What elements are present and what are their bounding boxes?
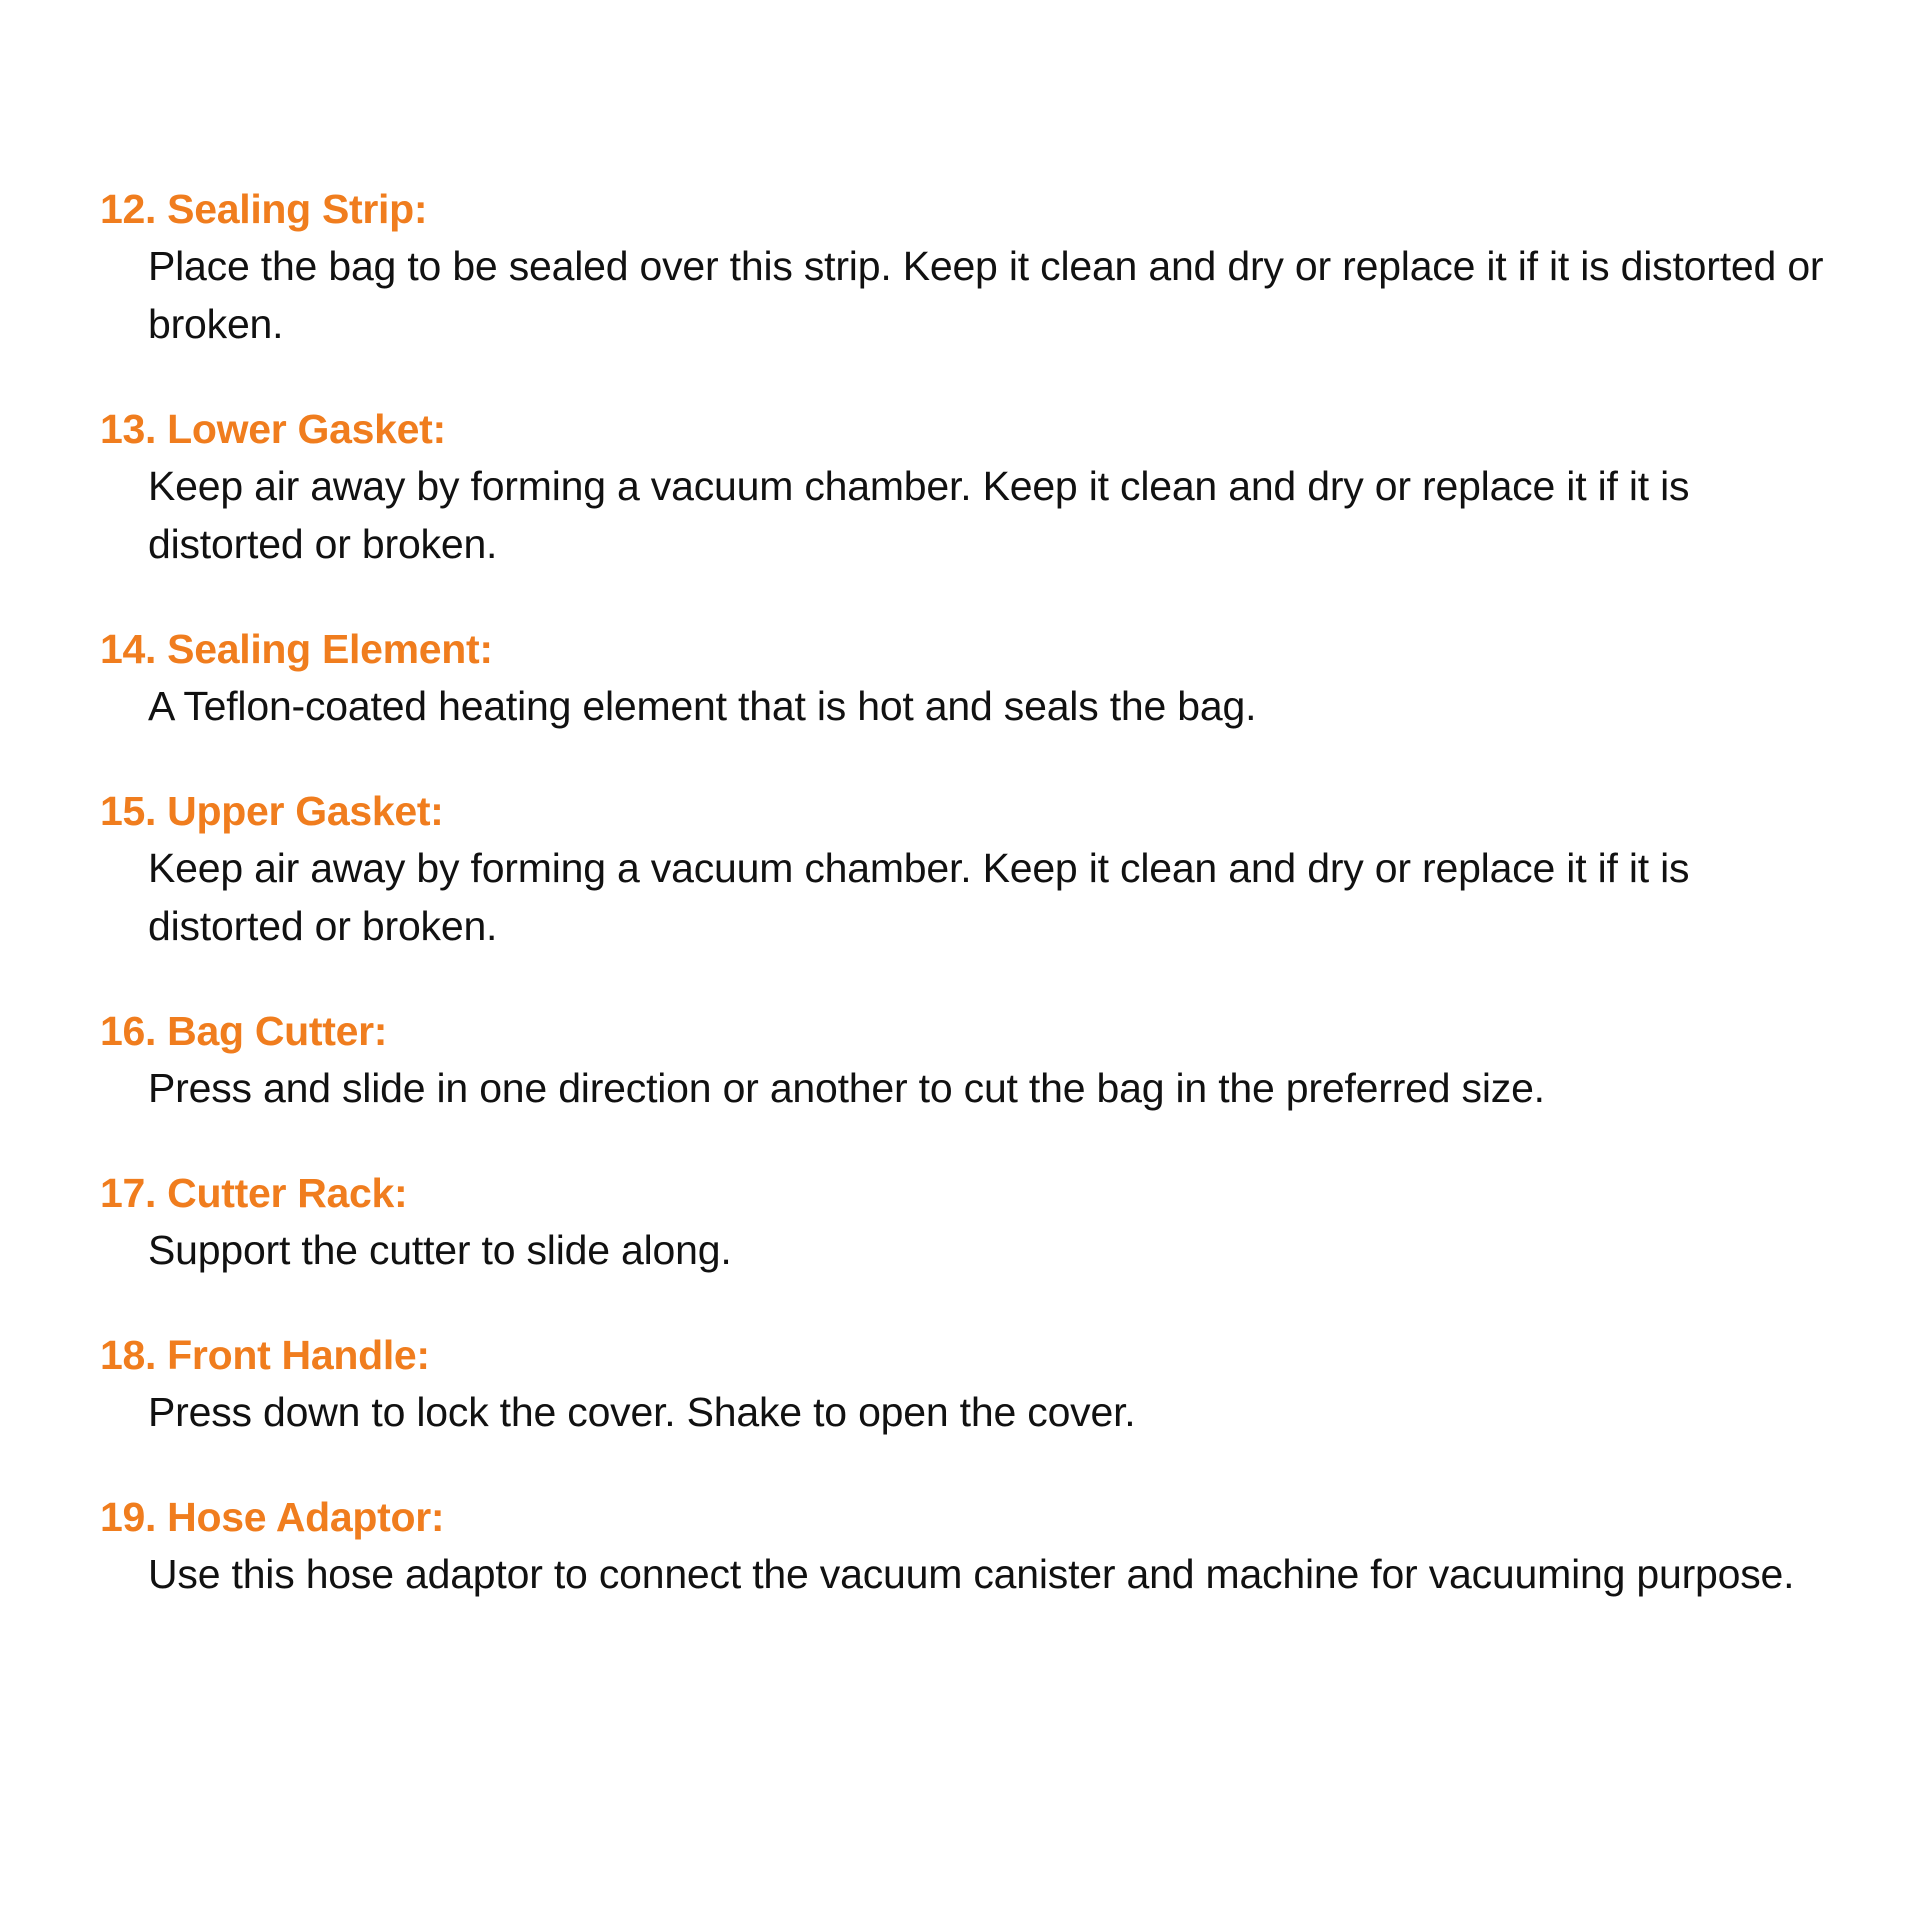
part-title: 12. Sealing Strip: <box>100 186 428 232</box>
part-item-lower-gasket <box>100 403 1840 573</box>
part-title: 13. Lower Gasket: <box>100 406 446 452</box>
part-title: 14. Sealing Element: <box>100 626 493 672</box>
part-description: Support the cutter to slide along. <box>148 1227 732 1273</box>
part-item-sealing-strip <box>100 183 1840 353</box>
parts-list <box>100 183 1840 1653</box>
part-title: 18. Front Handle: <box>100 1332 430 1378</box>
part-description: Press and slide in one direction or another to cut the bag in the preferred size. <box>148 1065 1545 1111</box>
part-title: 15. Upper Gasket: <box>100 788 444 834</box>
part-description: A Teflon-coated heating element that is hot and seals the bag. <box>148 683 1257 729</box>
part-item-front-handle <box>100 1329 1840 1441</box>
part-item-sealing-element <box>100 623 1840 735</box>
part-title: 19. Hose Adaptor: <box>100 1494 445 1540</box>
part-item-cutter-rack <box>100 1167 1840 1279</box>
part-item-upper-gasket <box>100 785 1840 955</box>
part-description: Keep air away by forming a vacuum chamber. Keep it clean and dry or replace it if it is distorted or broken. <box>148 463 1690 567</box>
part-title: 16. Bag Cutter: <box>100 1008 388 1054</box>
part-description: Press down to lock the cover. Shake to open the cover. <box>148 1389 1136 1435</box>
part-description: Keep air away by forming a vacuum chamber. Keep it clean and dry or replace it if it is distorted or broken. <box>148 845 1690 949</box>
part-title: 17. Cutter Rack: <box>100 1170 408 1216</box>
part-item-bag-cutter <box>100 1005 1840 1117</box>
part-description: Use this hose adaptor to connect the vacuum canister and machine for vacuuming purpose. <box>148 1551 1795 1597</box>
part-description: Place the bag to be sealed over this strip. Keep it clean and dry or replace it if it is distorted or broken. <box>148 243 1824 347</box>
part-item-hose-adaptor <box>100 1491 1840 1603</box>
